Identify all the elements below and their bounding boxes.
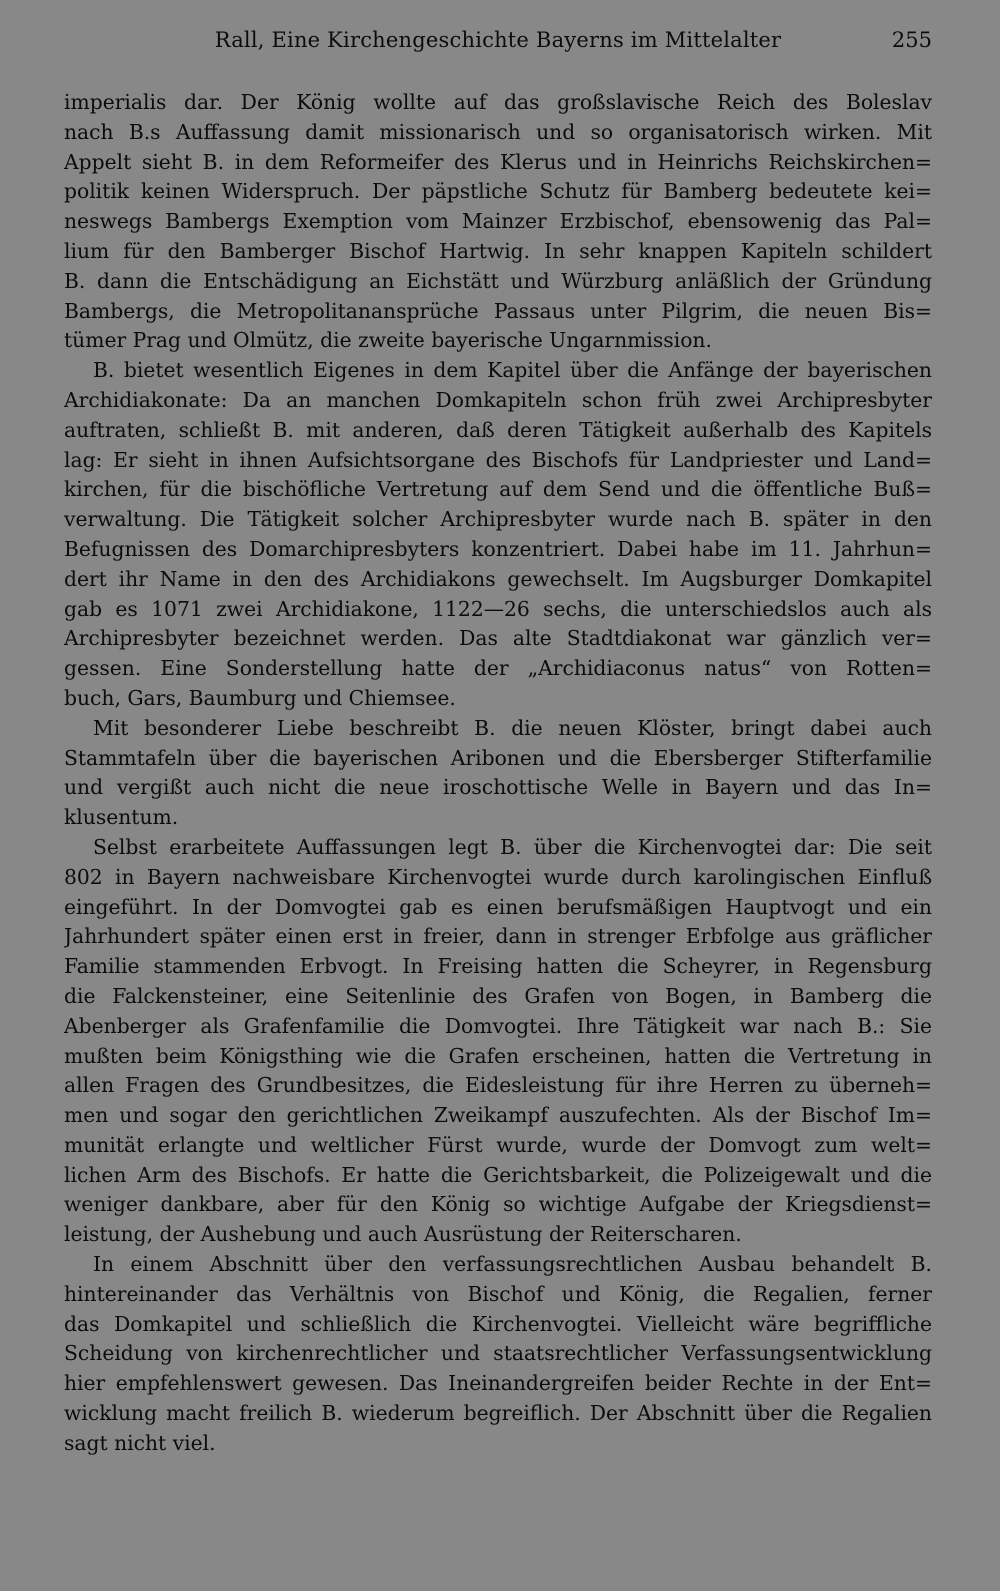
text-line: munität erlangte und weltlicher Fürst wurde, wurde der Domvogt zum welt= — [64, 1132, 932, 1157]
text-line: buch, Gars, Baumburg und Chiemsee. — [64, 685, 456, 710]
text-line: und vergißt auch nicht die neue iroschottische Welle in Bayern und das In= — [64, 775, 932, 800]
text-line: imperialis dar. Der König wollte auf das großslavische Reich des Boleslav — [64, 90, 932, 114]
text-line: 802 in Bayern nachweisbare Kirchenvogtei wurde durch karolingischen Einfluß — [64, 864, 932, 889]
text-line: die Falckensteiner, eine Seitenlinie des Grafen von Bogen, in Bamberg die — [64, 983, 932, 1008]
text-line: Appelt sieht B. in dem Reformeifer des Klerus und in Heinrichs Reichskirchen= — [64, 149, 932, 174]
text-line: In einem Abschnitt über den verfassungsrechtlichen Ausbau behandelt B. — [93, 1252, 932, 1277]
text-line: lichen Arm des Bischofs. Er hatte die Gerichtsbarkeit, die Polizeigewalt und die — [64, 1162, 932, 1187]
text-line: klusentum. — [64, 805, 179, 830]
text-line: leistung, der Aushebung und auch Ausrüstung der Reiterscharen. — [64, 1222, 742, 1247]
text-line: hier empfehlenswert gewesen. Das Ineinandergreifen beider Rechte in der Ent= — [64, 1371, 932, 1396]
text-line: Mit besonderer Liebe beschreibt B. die neuen Klöster, bringt dabei auch — [93, 715, 932, 740]
text-line: eingeführt. In der Domvogtei gab es einen berufsmäßigen Hauptvogt und ein — [64, 894, 932, 919]
text-line: wicklung macht freilich B. wiederum begreiflich. Der Abschnitt über die Regalien — [64, 1401, 932, 1426]
paragraph-4 — [64, 833, 932, 1250]
paragraph-2 — [64, 356, 932, 714]
paragraph-1 — [64, 88, 932, 356]
text-line: weniger dankbare, aber für den König so wichtige Aufgabe der Kriegsdienst= — [64, 1192, 932, 1217]
text-line: lium für den Bamberger Bischof Hartwig. In sehr knappen Kapiteln schildert — [64, 238, 932, 263]
text-line: Stammtafeln über die bayerischen Aribonen und die Ebersberger Stifterfamilie — [64, 745, 932, 770]
text-line: kirchen, für die bischöfliche Vertretung auf dem Send und die öffentliche Buß= — [64, 477, 932, 502]
text-line: das Domkapitel und schließlich die Kirchenvogtei. Vielleicht wäre begriffliche — [64, 1311, 932, 1336]
text-line: neswegs Bambergs Exemption vom Mainzer Erzbischof, ebensowenig das Pal= — [64, 209, 932, 234]
body-text — [64, 88, 932, 1459]
paragraph-5 — [64, 1250, 932, 1459]
text-line: Archipresbyter bezeichnet werden. Das alte Stadtdiakonat war gänzlich ver= — [64, 626, 932, 651]
text-line: hintereinander das Verhältnis von Bischof und König, die Regalien, ferner — [64, 1281, 932, 1306]
text-line: auftraten, schließt B. mit anderen, daß deren Tätigkeit außerhalb des Kapitels — [64, 417, 932, 442]
text-line: Scheidung von kirchenrechtlicher und staatsrechtlicher Verfassungsentwicklung — [64, 1341, 932, 1366]
text-line: politik keinen Widerspruch. Der päpstliche Schutz für Bamberg bedeutete kei= — [64, 179, 932, 204]
text-line: dert ihr Name in den des Archidiakons gewechselt. Im Augsburger Domkapitel — [64, 566, 932, 591]
text-line: Familie stammenden Erbvogt. In Freising hatten die Scheyrer, in Regensburg — [64, 954, 932, 979]
text-line: mußten beim Königsthing wie die Grafen erscheinen, hatten die Vertretung in — [64, 1043, 932, 1068]
text-line: tümer Prag und Olmütz, die zweite bayerische Ungarnmission. — [64, 328, 712, 353]
text-line: Abenberger als Grafenfamilie die Domvogtei. Ihre Tätigkeit war nach B.: Sie — [64, 1013, 932, 1038]
text-line: gessen. Eine Sonderstellung hatte der „Archidiaconus natus“ von Rotten= — [64, 656, 932, 681]
text-line: gab es 1071 zwei Archidiakone, 1122—26 sechs, die unterschiedslos auch als — [64, 596, 932, 621]
page-number: 255 — [891, 28, 932, 52]
text-line: Befugnissen des Domarchipresbyters konzentriert. Dabei habe im 11. Jahrhun= — [64, 536, 932, 561]
text-line: men und sogar den gerichtlichen Zweikampf auszufechten. Als der Bischof Im= — [64, 1103, 932, 1128]
text-line: Archidiakonate: Da an manchen Domkapiteln schon früh zwei Archipresbyter — [64, 387, 932, 412]
page-header — [64, 28, 932, 60]
text-line: lag: Er sieht in ihnen Aufsichtsorgane des Bischofs für Landpriester und Land= — [64, 447, 932, 472]
text-line: allen Fragen des Grundbesitzes, die Eidesleistung für ihre Herren zu überneh= — [64, 1073, 932, 1098]
text-line: sagt nicht viel. — [64, 1430, 216, 1455]
text-line: B. bietet wesentlich Eigenes in dem Kapitel über die Anfänge der bayerischen — [93, 358, 932, 383]
text-line: nach B.s Auffassung damit missionarisch und so organisatorisch wirken. Mit — [64, 119, 932, 144]
text-line: verwaltung. Die Tätigkeit solcher Archipresbyter wurde nach B. später in den — [64, 507, 932, 532]
text-line: B. dann die Entschädigung an Eichstätt und Würzburg anläßlich der Gründung — [64, 268, 932, 293]
text-line: Jahrhundert später einen erst in freier, dann in strenger Erbfolge aus gräflicher — [64, 924, 932, 949]
paragraph-3 — [64, 714, 932, 833]
text-line: Selbst erarbeitete Auffassungen legt B. über die Kirchenvogtei dar: Die seit — [93, 834, 932, 859]
text-line: Bambergs, die Metropolitanansprüche Passaus unter Pilgrim, die neuen Bis= — [64, 298, 932, 323]
running-title: Rall, Eine Kirchengeschichte Bayerns im Mittelalter — [214, 28, 782, 52]
